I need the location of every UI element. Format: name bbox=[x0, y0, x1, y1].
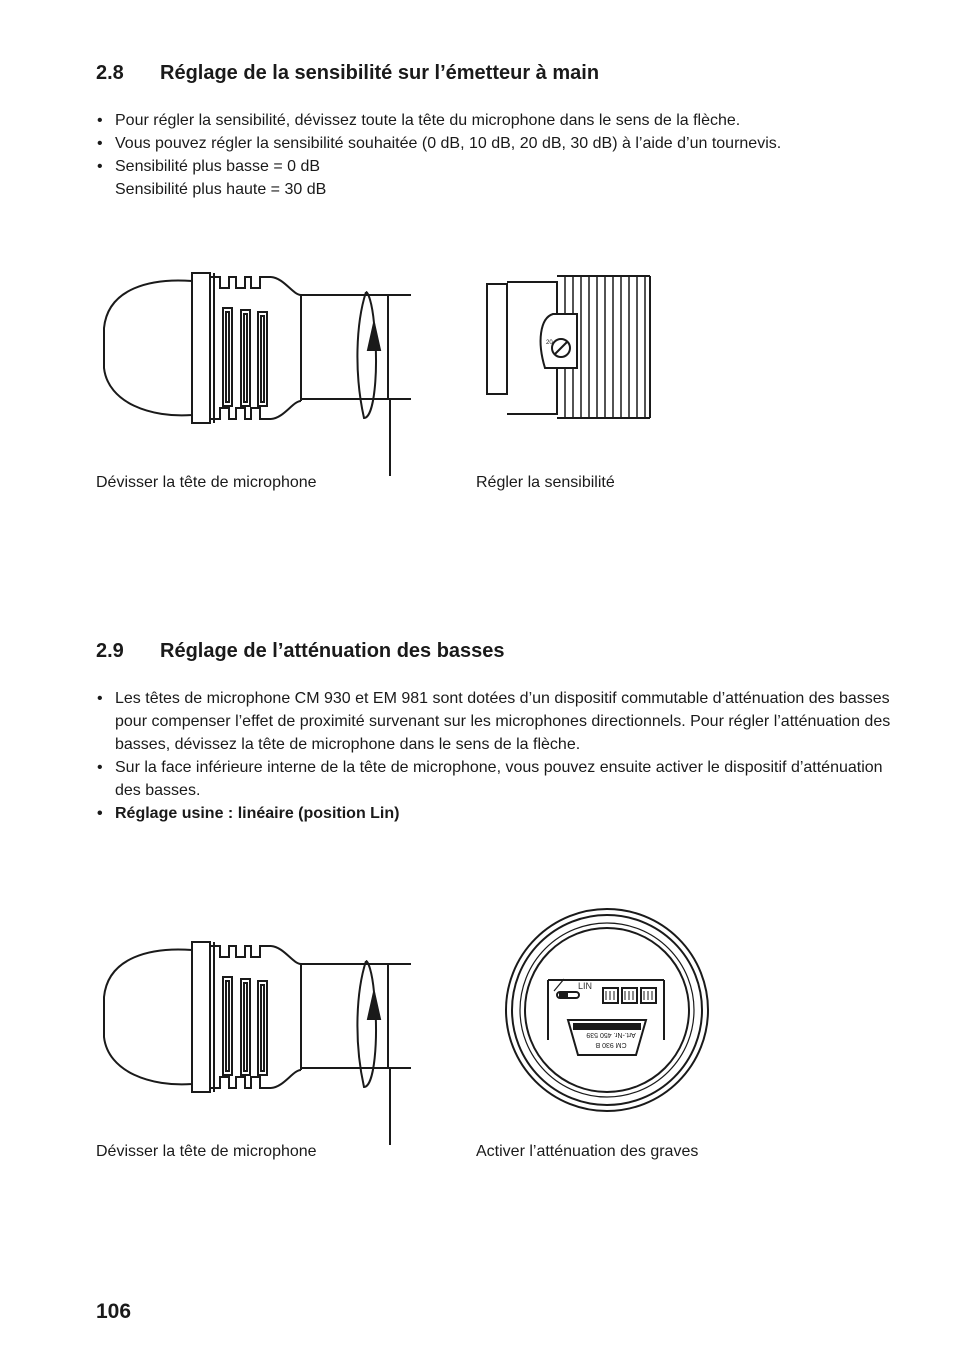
section-number: 2.8 bbox=[96, 62, 124, 84]
sensitivity-adjust-illustration bbox=[485, 272, 655, 422]
section-title: Réglage de la sensibilité sur l’émetteur à main bbox=[160, 62, 600, 84]
figure-caption-sensitivity: Régler la sensibilité bbox=[476, 474, 615, 491]
bullet-continuation: Sensibilité plus haute = 30 dB bbox=[115, 181, 327, 198]
figure-caption-unscrew: Dévisser la tête de microphone bbox=[96, 474, 317, 491]
svg-text:20: 20 bbox=[546, 340, 553, 346]
section-2-9-heading bbox=[96, 640, 505, 663]
bullet-item: • Les têtes de microphone CM 930 et EM 981 sont dotées d’un dispositif commutable d’atténuation des basses pour compenser l’effet de proximité survenant sur les microphones directionnels. Pour régler l’atténuation des basses, dévissez la tête de microphone dans le sens de la flèche. bbox=[96, 687, 896, 756]
figure-caption-bass-attenuation: Activer l’atténuation des graves bbox=[476, 1143, 699, 1160]
bullet-item: • Vous pouvez régler la sensibilité souhaitée (0 dB, 10 dB, 20 dB, 30 dB) à l’aide d’un tournevis. bbox=[96, 132, 896, 155]
section-title: Réglage de l’atténuation des basses bbox=[160, 640, 505, 662]
bullet-item: • Réglage usine : linéaire (position Lin) bbox=[96, 802, 896, 825]
bullet-text: Sensibilité plus basse = 0 dB bbox=[115, 158, 321, 175]
bass-attenuation-illustration bbox=[502, 905, 712, 1115]
section-2-8-bullets bbox=[96, 109, 896, 201]
bullet-item: • Sur la face inférieure interne de la tête de microphone, vous pouvez ensuite activer le dispositif d’atténuation des basses. bbox=[96, 756, 896, 802]
bullet-item: • Pour régler la sensibilité, dévissez toute la tête du microphone dans le sens de la flèche. bbox=[96, 109, 896, 132]
section-number: 2.9 bbox=[96, 640, 124, 662]
capsule-model: CM 930 B bbox=[595, 1041, 627, 1048]
unscrew-head-illustration bbox=[96, 268, 416, 478]
section-2-9-bullets bbox=[96, 687, 896, 825]
section-2-8-heading bbox=[96, 62, 599, 85]
figure-caption-unscrew: Dévisser la tête de microphone bbox=[96, 1143, 317, 1160]
capsule-switch-label: LIN bbox=[578, 981, 593, 991]
bullet-item bbox=[96, 155, 896, 201]
unscrew-head-illustration bbox=[96, 937, 416, 1147]
page-number: 106 bbox=[96, 1300, 132, 1323]
capsule-article-number: Art.-Nr. 450 539 bbox=[586, 1031, 636, 1038]
